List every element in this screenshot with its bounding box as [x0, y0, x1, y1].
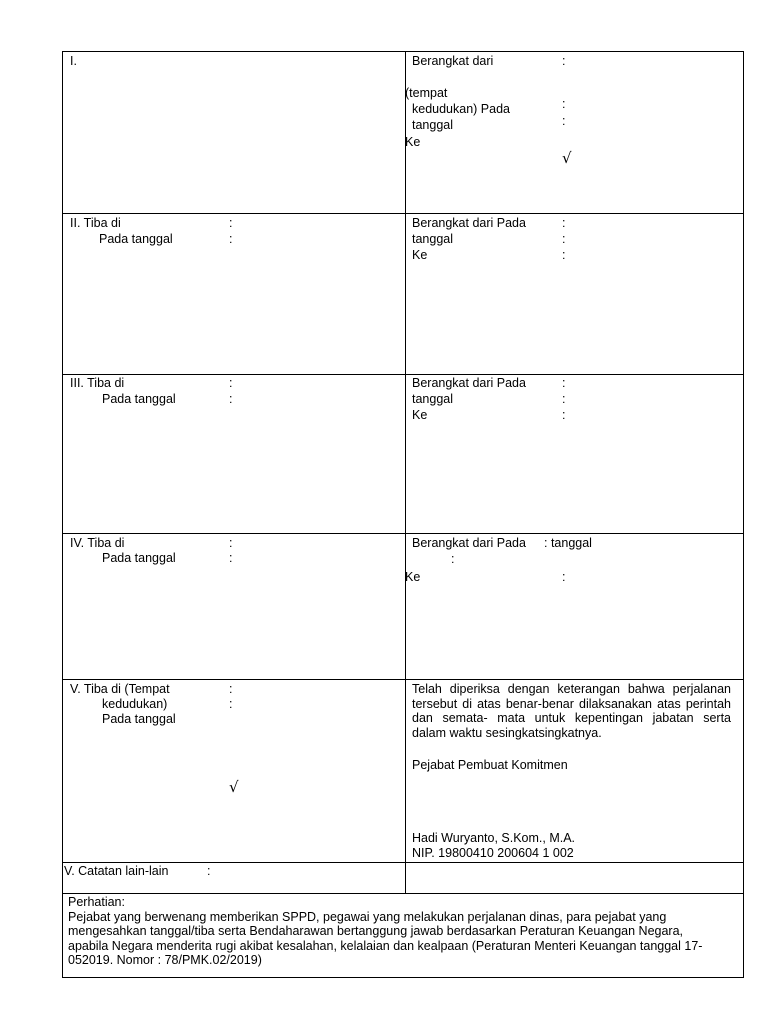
perhatian-heading: Perhatian: [68, 895, 125, 909]
colon: : [451, 552, 455, 566]
section3-tiba-label: III. Tiba di [70, 376, 125, 390]
section3-berangkat-line2: tanggal [412, 392, 454, 406]
colon: : [562, 114, 566, 128]
row-divider [62, 213, 744, 214]
tempat-line3: tanggal [412, 118, 454, 132]
perhatian-notes [68, 895, 738, 968]
section3-berangkat-line3: Ke [412, 408, 428, 422]
section4-ke-label: Ke [405, 570, 421, 584]
colon: : [562, 408, 566, 422]
checkmark-icon: √ [562, 149, 572, 167]
colon: : [229, 376, 233, 390]
statement-line: dan semata- mata untuk kepentingan jabatan serta [412, 711, 731, 725]
tempat-line1: (tempat [405, 86, 448, 100]
colon: : [562, 248, 566, 262]
tempat-line2: kedudukan) Pada [412, 102, 510, 116]
colon: : [229, 392, 233, 406]
section5-pada-label: Pada tanggal [102, 712, 176, 726]
colon: : [562, 54, 566, 68]
berangkat-dari-label: Berangkat dari [412, 54, 494, 68]
official-name: Hadi Wuryanto, S.Kom., M.A. [412, 831, 576, 845]
colon: : [562, 570, 566, 584]
section2-pada-label: Pada tanggal [99, 232, 173, 246]
colon: : [229, 682, 233, 696]
row-divider [62, 679, 744, 680]
statement-line: Telah diperiksa dengan keterangan bahwa perjalanan [412, 682, 731, 696]
perhatian-line: mengesahkan tanggal/tiba serta Bendaharawan bertanggung jawab berdasarkan Peraturan Keuangan Negara, [68, 924, 684, 938]
section2-berangkat-line1: Berangkat dari Pada [412, 216, 526, 230]
section5-tiba-line2: kedudukan) [102, 697, 168, 711]
official-title: Pejabat Pembuat Komitmen [412, 758, 568, 772]
form-frame [62, 51, 744, 978]
colon: : [562, 97, 566, 111]
column-divider [405, 51, 406, 893]
colon: : [562, 392, 566, 406]
section1-label: I. [70, 54, 77, 68]
row-divider [62, 374, 744, 375]
colon: : [207, 864, 211, 878]
perhatian-line: Pejabat yang berwenang memberikan SPPD, pegawai yang melakukan perjalanan dinas, para pejabat yang [68, 909, 667, 924]
section3-pada-label: Pada tanggal [102, 392, 176, 406]
row-divider [62, 533, 744, 534]
checkmark-icon: √ [229, 778, 239, 796]
colon: : [229, 551, 233, 565]
ke-label: Ke [405, 135, 421, 149]
section3-berangkat-line1: Berangkat dari Pada [412, 376, 526, 390]
section2-berangkat-line2: tanggal [412, 232, 454, 246]
colon: : [229, 697, 233, 711]
row-divider [62, 862, 744, 863]
official-nip: NIP. 19800410 200604 1 002 [412, 846, 574, 860]
colon: : [562, 376, 566, 390]
row-divider [62, 893, 744, 894]
section4-berangkat-line1: Berangkat dari Pada [412, 536, 526, 550]
section4-tiba-label: IV. Tiba di [70, 536, 125, 550]
statement-line: tersebut di atas benar-benar dilaksanakan atas perintah [412, 696, 731, 711]
colon: : [229, 536, 233, 550]
perhatian-line: apabila Negara menderita rugi akibat kesalahan, kelalaian dan kealpaan (Peraturan Menteri Keuangan tanggal 17- [68, 938, 703, 953]
section4-tanggal-suffix: : tanggal [544, 536, 592, 550]
section2-tiba-label: II. Tiba di [70, 216, 121, 230]
section4-pada-label: Pada tanggal [102, 551, 176, 565]
section5-tiba-line1: V. Tiba di (Tempat [70, 682, 170, 696]
verification-statement [412, 682, 731, 740]
catatan-label: V. Catatan lain-lain [64, 864, 169, 878]
perhatian-line: 052019. Nomor : 78/PMK.02/2019) [68, 953, 262, 967]
colon: : [562, 216, 566, 230]
colon: : [229, 232, 233, 246]
colon: : [229, 216, 233, 230]
colon: : [562, 232, 566, 246]
section2-berangkat-line3: Ke [412, 248, 428, 262]
statement-line: dalam waktu sesingkatsingkatnya. [412, 725, 602, 740]
